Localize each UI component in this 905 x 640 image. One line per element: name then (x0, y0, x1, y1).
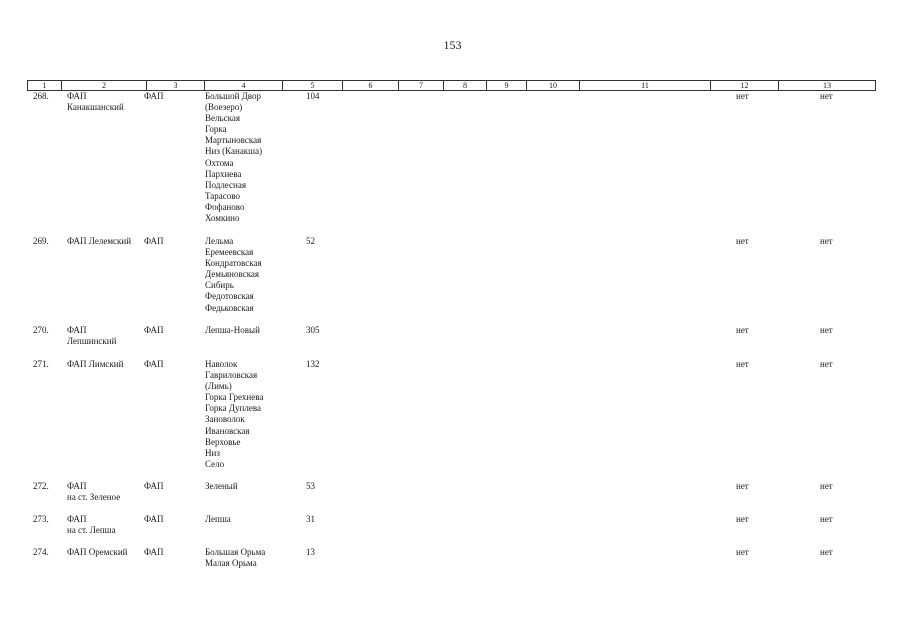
facility-type: ФАП (144, 359, 164, 369)
facility-name: ФАП Оремский (67, 547, 128, 557)
column-13-value: нет (820, 325, 833, 335)
settlements-list: Большой Двор (Воезеро) Вельская Горка Мартыновская Низ (Канакша) Охтома Пархиева Подлесная Тарасово Фофаново Хомкино (205, 91, 263, 224)
facility-type: ФАП (144, 325, 164, 335)
column-13-value: нет (820, 547, 833, 557)
facility-type: ФАП (144, 547, 164, 557)
settlements-list: Лепша-Новый (205, 325, 260, 335)
settlements-list: Большая Орьма Малая Орьма (205, 547, 266, 569)
facility-name: ФАП Лепшинский (67, 325, 117, 347)
column-header: 7 (399, 81, 444, 90)
row-number: 271. (33, 359, 49, 369)
population-value: 13 (306, 547, 315, 557)
column-header: 6 (343, 81, 399, 90)
column-header: 4 (205, 81, 283, 90)
column-13-value: нет (820, 481, 833, 491)
table-header (27, 80, 876, 91)
facility-name: ФАП на ст. Лепша (67, 514, 116, 536)
settlements-list: Лельма Еремеевская Кондратовская Демьяновская Сибирь Федотовская Федьковская (205, 236, 262, 313)
column-header: 5 (283, 81, 343, 90)
facility-type: ФАП (144, 91, 164, 101)
column-header: 3 (147, 81, 205, 90)
column-12-value: нет (736, 236, 749, 246)
population-value: 132 (306, 359, 320, 369)
column-12-value: нет (736, 325, 749, 335)
column-header: 11 (580, 81, 711, 90)
row-number: 272. (33, 481, 49, 491)
row-number: 268. (33, 91, 49, 101)
facility-name: ФАП Лелемский (67, 236, 132, 246)
column-12-value: нет (736, 359, 749, 369)
population-value: 104 (306, 91, 320, 101)
facility-type: ФАП (144, 236, 164, 246)
facility-type: ФАП (144, 514, 164, 524)
column-12-value: нет (736, 481, 749, 491)
row-number: 270. (33, 325, 49, 335)
column-13-value: нет (820, 91, 833, 101)
row-number: 273. (33, 514, 49, 524)
population-value: 305 (306, 325, 320, 335)
settlements-list: Лепша (205, 514, 231, 524)
column-header: 13 (779, 81, 876, 90)
column-12-value: нет (736, 91, 749, 101)
settlements-list: Зеленый (205, 481, 238, 491)
page-number: 153 (443, 38, 462, 52)
column-header: 9 (487, 81, 527, 90)
column-12-value: нет (736, 514, 749, 524)
column-header: 2 (62, 81, 147, 90)
population-value: 53 (306, 481, 315, 491)
column-13-value: нет (820, 236, 833, 246)
column-12-value: нет (736, 547, 749, 557)
facility-name: ФАП Лимский (67, 359, 124, 369)
column-header: 8 (444, 81, 487, 90)
column-13-value: нет (820, 514, 833, 524)
facility-type: ФАП (144, 481, 164, 491)
column-header: 1 (28, 81, 62, 90)
column-13-value: нет (820, 359, 833, 369)
population-value: 52 (306, 236, 315, 246)
facility-name: ФАП на ст. Зеленое (67, 481, 121, 503)
row-number: 274. (33, 547, 49, 557)
row-number: 269. (33, 236, 49, 246)
facility-name: ФАП Канакшанский (67, 91, 124, 113)
population-value: 31 (306, 514, 315, 524)
column-header: 12 (711, 81, 779, 90)
settlements-list: Наволок Гавриловская (Лимь) Горка Грехнева Горка Дуплева Зановолок Ивановская Верховье Низ Село (205, 359, 264, 469)
column-header: 10 (527, 81, 580, 90)
